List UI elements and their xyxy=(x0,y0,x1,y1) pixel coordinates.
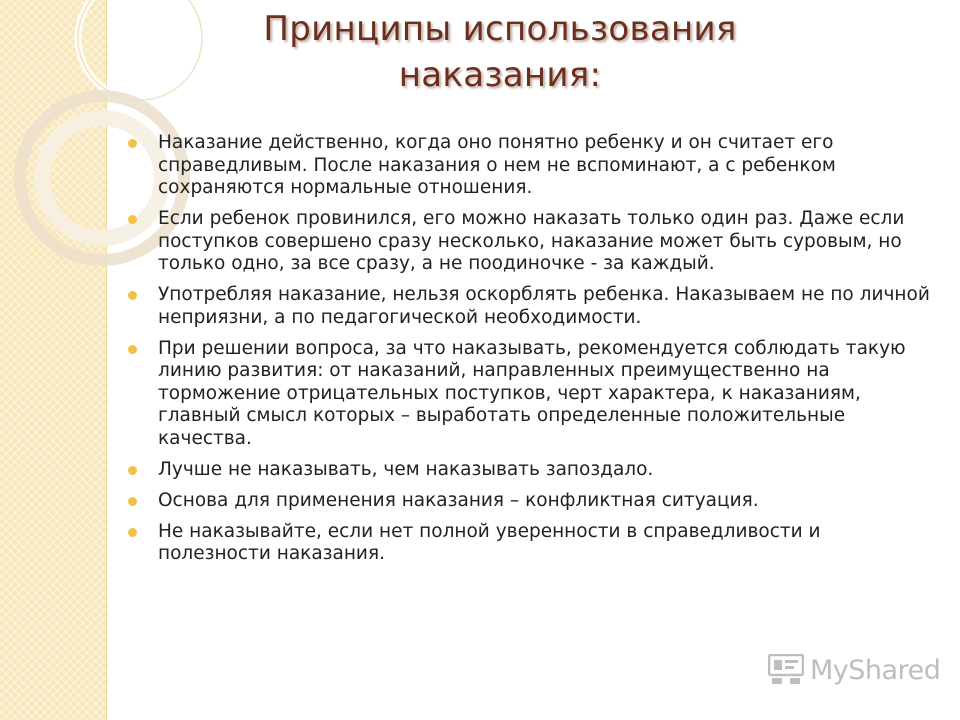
bullet-item xyxy=(128,208,938,276)
decorative-side-band xyxy=(0,0,107,720)
bullet-item xyxy=(128,490,938,513)
bullet-dot-icon xyxy=(128,139,137,148)
slide-title: Принципы использования наказания: xyxy=(263,9,737,95)
bullet-list xyxy=(128,132,938,574)
bullet-item xyxy=(128,459,938,482)
bullet-item xyxy=(128,132,938,200)
bullet-text: Лучше не наказывать, чем наказывать запоздало. xyxy=(158,458,654,480)
bullet-dot-icon xyxy=(128,528,137,537)
bullet-text: Не наказывайте, если нет полной уверенности в справедливости и полезности наказания. xyxy=(158,520,821,564)
bullet-item xyxy=(128,338,938,451)
watermark-text: MyShared xyxy=(810,654,941,686)
bullet-item xyxy=(128,521,938,566)
watermark-logo xyxy=(768,654,940,686)
bullet-text: Наказание действенно, когда оно понятно ребенку и он считает его справедливым. После наказания о нем не вспоминают, а с ребенком сохраняются нормальные отношения. xyxy=(158,132,836,198)
bullet-item xyxy=(128,284,938,329)
bullet-dot-icon xyxy=(128,345,137,354)
bullet-text: Употребляя наказание, нельзя оскорблять ребенка. Наказываем не по личной неприязни, а по педагогической необходимости. xyxy=(158,284,930,328)
bullet-text: Основа для применения наказания – конфликтная ситуация. xyxy=(158,489,759,511)
bullet-text: Если ребенок провинился, его можно наказать только один раз. Даже если поступков совершено сразу несколько, наказание может быть суровым, но только одно, за все сразу, а не поодиночке - за каждый. xyxy=(158,208,905,274)
bullet-dot-icon xyxy=(128,466,137,475)
bullet-text: При решении вопроса, за что наказывать, рекомендуется соблюдать такую линию развития: от наказаний, направленных преимущественно на торможение отрицательных поступков, черт характера, к наказаниям, главный смысл которых – выработать определенные положительные качества. xyxy=(158,337,906,449)
classroom-icon xyxy=(768,654,804,686)
bullet-dot-icon xyxy=(128,291,137,300)
bullet-dot-icon xyxy=(128,497,137,506)
bullet-dot-icon xyxy=(128,215,137,224)
